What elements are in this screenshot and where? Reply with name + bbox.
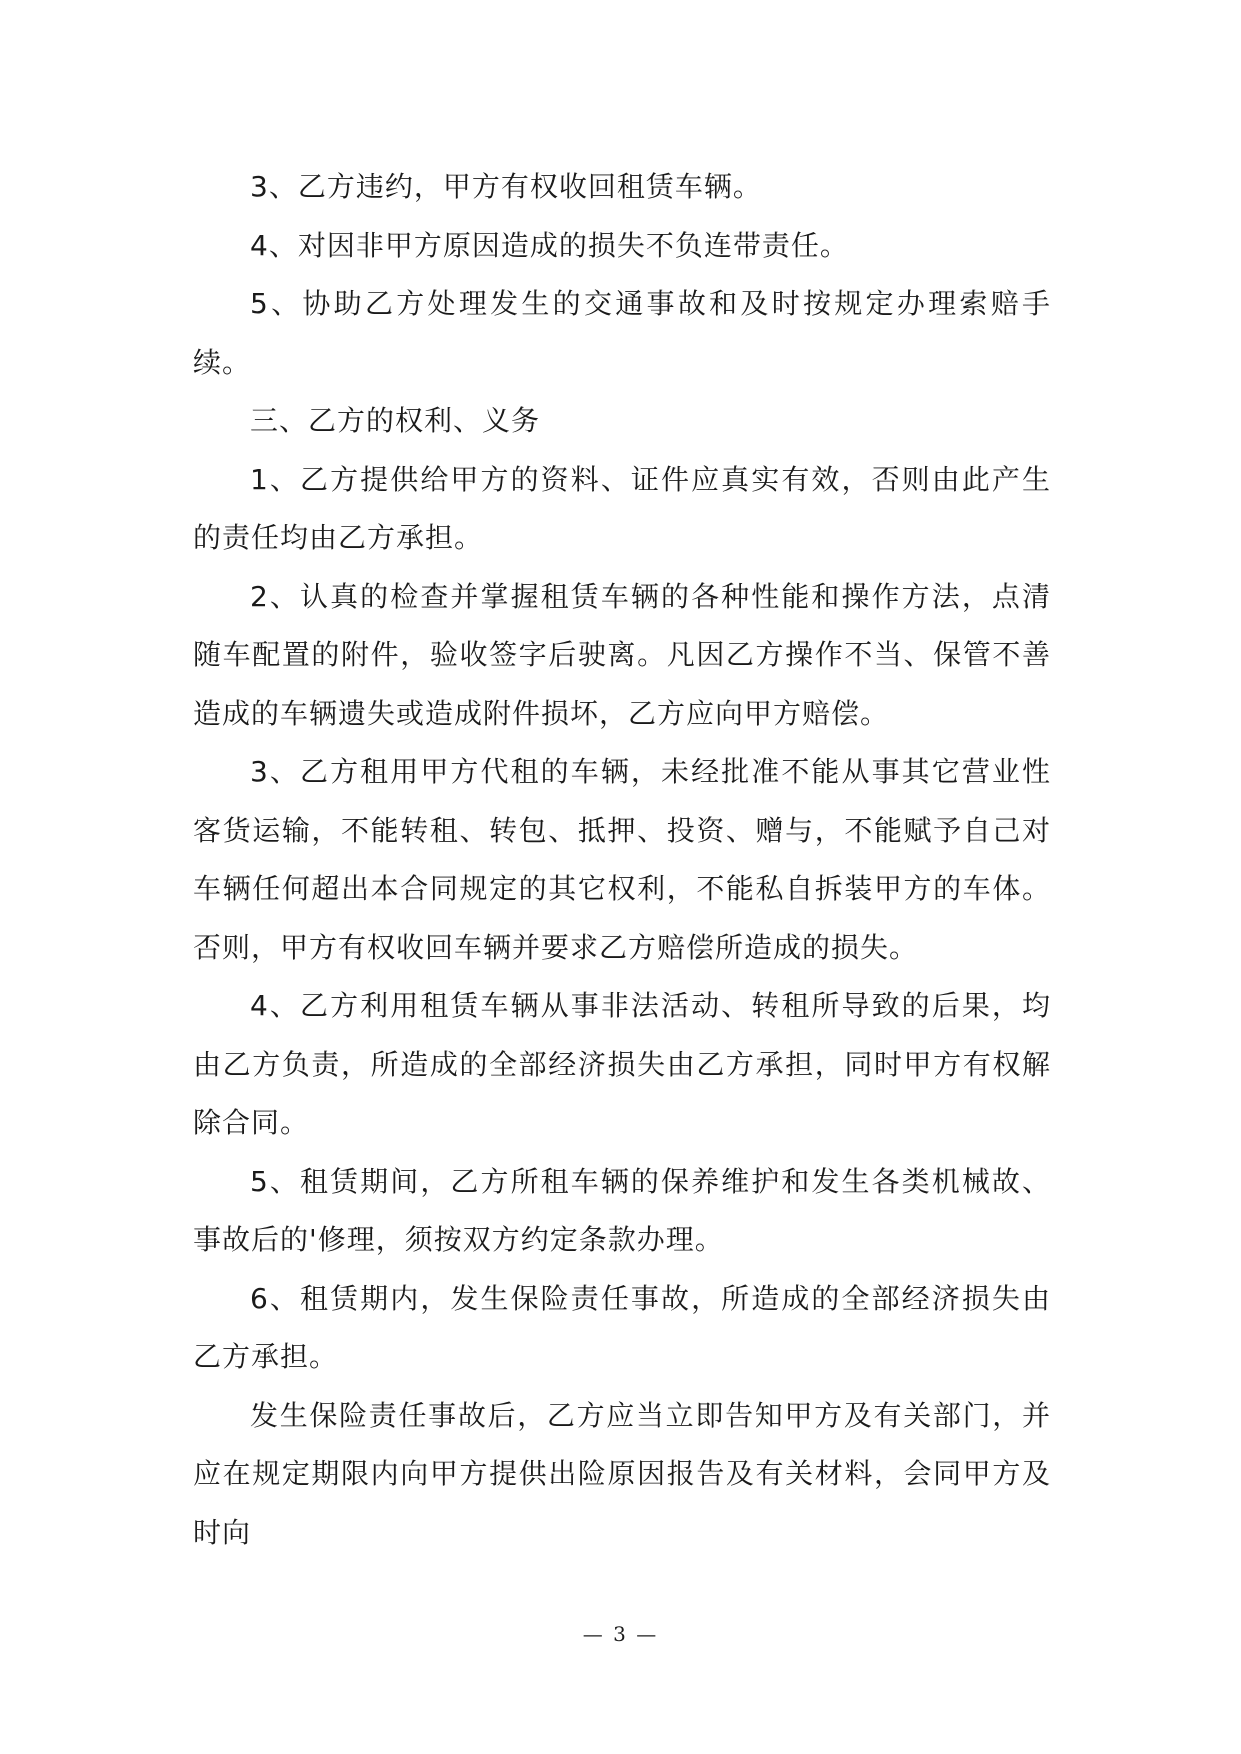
paragraph-b-clause-2: 2、认真的检查并掌握租赁车辆的各种性能和操作方法，点清随车配置的附件，验收签字后驶离。凡因乙方操作不当、保管不善造成的车辆遗失或造成附件损坏，乙方应向甲方赔偿。 [193, 579, 1051, 730]
page-number: — 3 — [582, 1622, 659, 1646]
paragraph-clause-5: 5、协助乙方处理发生的交通事故和及时按规定办理索赔手续。 [193, 287, 1051, 379]
paragraph-clause-3: 3、乙方违约，甲方有权收回租赁车辆。 [250, 170, 762, 203]
paragraph-b-clause-6: 6、租赁期内，发生保险责任事故，所造成的全部经济损失由乙方承担。 [193, 1281, 1051, 1373]
paragraph-clause-4: 4、对因非甲方原因造成的损失不负连带责任。 [250, 228, 849, 262]
document-body [193, 158, 1051, 1562]
section-heading-party-b-rights: 三、乙方的权利、义务 [250, 404, 541, 437]
paragraph-b-clause-5: 5、租赁期间，乙方所租车辆的保养维护和发生各类机械故、事故后的'修理，须按双方约定条款办理。 [193, 1164, 1051, 1256]
paragraph-b-clause-4: 4、乙方利用租赁车辆从事非法活动、转租所导致的后果，均由乙方负责，所造成的全部经济损失由乙方承担，同时甲方有权解除合同。 [193, 989, 1051, 1139]
paragraph-insurance-accident: 发生保险责任事故后，乙方应当立即告知甲方及有关部门，并应在规定期限内向甲方提供出险原因报告及有关材料，会同甲方及时向 [193, 1398, 1051, 1549]
paragraph-b-clause-1: 1、乙方提供给甲方的资料、证件应真实有效，否则由此产生的责任均由乙方承担。 [193, 462, 1051, 554]
paragraph-b-clause-3: 3、乙方租用甲方代租的车辆，未经批准不能从事其它营业性客货运输，不能转租、转包、抵押、投资、赠与，不能赋予自己对车辆任何超出本合同规定的其它权利，不能私自拆装甲方的车体。否则，甲方有权收回车辆并要求乙方赔偿所造成的损失。 [193, 755, 1051, 964]
